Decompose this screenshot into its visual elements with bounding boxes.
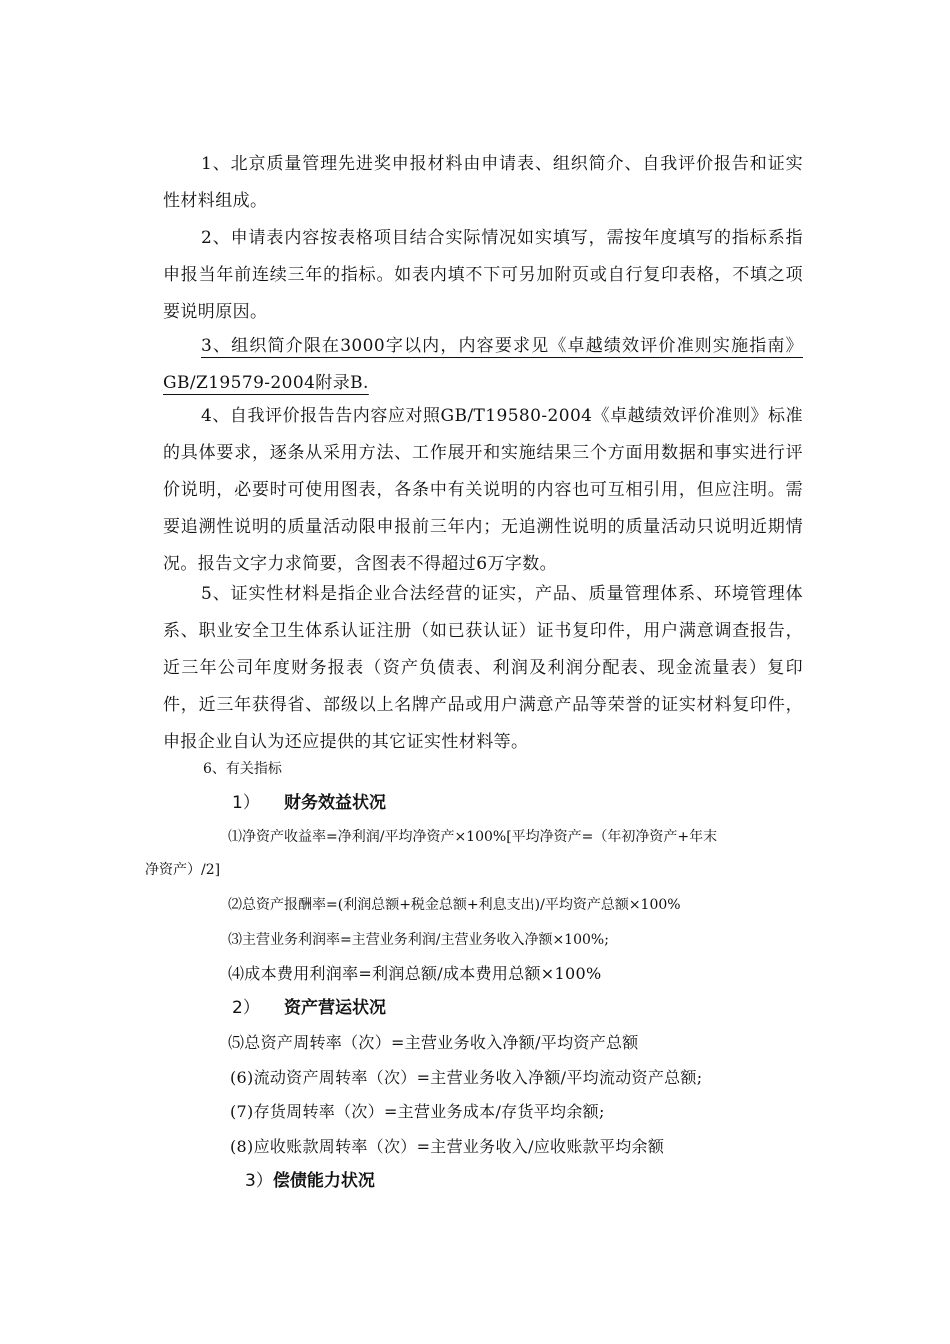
formula-1-line-2: 净资产）/2] [145,862,221,878]
indicators-title: 6、有关指标 [203,761,282,777]
paragraph-3: 3、组织简介限在3000字以内，内容要求见《卓越绩效评价准则实施指南》GB/Z19579-2004附录B. [163,336,803,393]
formula-8: (8)应收账款周转率（次）=主营业务收入/应收账款平均余额 [230,1137,665,1156]
section-heading-solvency [245,1166,375,1196]
section-title: 偿债能力状况 [272,1171,375,1191]
paragraph-2: 2、申请表内容按表格项目结合实际情况如实填写，需按年度填写的指标系指申报当年前连续三年的指标。如表内填不下可另加附页或自行复印表格，不填之项要说明原因。 [163,228,803,322]
section-heading-assets [232,993,386,1023]
formula-4: ⑷成本费用利润率=利润总额/成本费用总额×100% [228,964,602,983]
formula-1-line-1: ⑴净资产收益率=净利润/平均净资产×100%[平均净资产=（年初净资产+年末 [228,829,718,845]
paragraph-5: 5、证实性材料是指企业合法经营的证实，产品、质量管理体系、环境管理体系、职业安全卫生体系认证注册（如已获认证）证书复印件，用户满意调查报告，近三年公司年度财务报表（资产负债表、利润及利润分配表、现金流量表）复印件，近三年获得省、部级以上名牌产品或用户满意产品等荣誉的证实材料复印件，申报企业自认为还应提供的其它证实性材料等。 [163,584,803,752]
section-title: 财务效益状况 [284,793,386,813]
formula-5: ⑸总资产周转率（次）=主营业务收入净额/平均资产总额 [228,1033,639,1052]
formula-2: ⑵总资产报酬率=(利润总额+税金总额+利息支出)/平均资产总额×100% [228,897,681,913]
formula-7: (7)存货周转率（次）=主营业务成本/存货平均余额; [230,1102,605,1121]
formula-3: ⑶主营业务利润率=主营业务利润/主营业务收入净额×100%; [228,932,609,948]
formula-6: (6)流动资产周转率（次）=主营业务收入净额/平均流动资产总额; [230,1068,703,1087]
section-title: 资产营运状况 [284,998,386,1018]
section-heading-financial [232,788,386,818]
section-number: 1） [232,793,260,813]
paragraph-4: 4、自我评价报告告内容应对照GB/T19580-2004《卓越绩效评价准则》标准的具体要求，逐条从采用方法、工作展开和实施结果三个方面用数据和事实进行评价说明，必要时可使用图表，各条中有关说明的内容也可互相引用，但应注明。需要追溯性说明的质量活动限申报前三年内；无追溯性说明的质量活动只说明近期情况。报告文字力求简要，含图表不得超过6万字数。 [163,406,803,574]
section-number: 3） [245,1171,273,1191]
paragraph-1: 1、北京质量管理先进奖申报材料由申请表、组织简介、自我评价报告和证实性材料组成。 [163,154,803,211]
section-number: 2） [232,998,260,1018]
